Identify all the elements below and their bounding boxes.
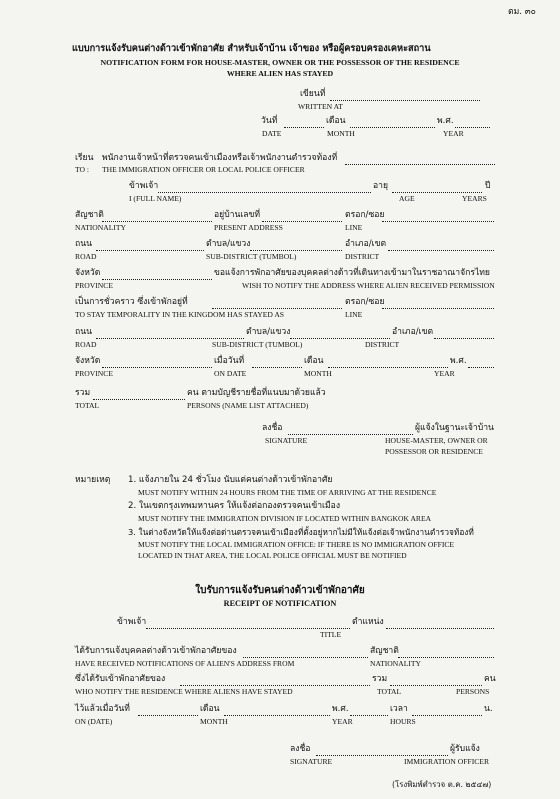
subdistrict-field[interactable] — [250, 250, 342, 251]
subdistrict2-label-th: ตำบล/แขวง — [246, 327, 291, 337]
month2-label-en: MONTH — [304, 369, 332, 378]
years-label-en: YEARS — [462, 194, 487, 203]
receipt-time-label-th: เวลา — [390, 704, 408, 714]
province2-field[interactable] — [102, 367, 212, 368]
to-label-th: เรียน — [75, 153, 94, 163]
date-label-th: วันที่ — [261, 116, 278, 126]
receipt-receiver-label-th: ผู้รับแจ้ง — [450, 744, 480, 754]
receipt-received-label-en: HAVE RECEIVED NOTIFICATIONS OF ALIEN'S ADDRESS FROM — [75, 659, 295, 668]
receipt-position-label-th: ตำแหน่ง — [352, 617, 384, 627]
ondate-label-en: ON DATE — [214, 369, 247, 378]
year2-label-th: พ.ศ. — [450, 356, 467, 366]
nationality-label-th: สัญชาติ — [75, 210, 104, 220]
province2-label-th: จังหวัด — [75, 356, 101, 366]
age-label-en: AGE — [399, 194, 415, 203]
full-name-field[interactable] — [158, 192, 371, 193]
written-at-field[interactable] — [330, 100, 480, 101]
nationality-label-en: NATIONALITY — [75, 223, 127, 232]
note2-en: MUST NOTIFY THE IMMIGRATION DIVISION IF LOCATED WITHIN BANGKOK AREA — [138, 514, 432, 523]
receipt-title-label-en: TITLE — [320, 630, 342, 639]
receipt-name-field[interactable] — [146, 628, 350, 629]
wish-text-th: ขอแจ้งการพักอาศัยของบุคคลต่างด้าวที่เดินทางเข้ามาในราชอาณาจักรไทย — [214, 268, 490, 278]
receipt-name-label-th: ข้าพเจ้า — [117, 617, 147, 627]
district2-field[interactable] — [434, 338, 494, 339]
year2-label-en: YEAR — [434, 369, 455, 378]
stay-place-field[interactable] — [212, 308, 342, 309]
title-english-line1: NOTIFICATION FORM FOR HOUSE-MASTER, OWNER OR THE POSSESSOR OF THE RESIDENCE — [100, 58, 460, 67]
receipt-signature-field[interactable] — [316, 755, 448, 756]
district-field[interactable] — [388, 250, 494, 251]
receipt-officer-label-en: IMMIGRATION OFFICER — [404, 757, 490, 766]
month-field[interactable] — [350, 127, 435, 128]
total-field[interactable] — [93, 399, 185, 400]
month2-label-th: เดือน — [304, 356, 324, 366]
receipt-total-field[interactable] — [390, 685, 482, 686]
persons-text-th: คน ตามบัญชีรายชื่อที่แนบมาด้วยแล้ว — [187, 388, 326, 398]
road-label-th: ถนน — [75, 239, 92, 249]
road-label-en: ROAD — [75, 252, 97, 261]
subdistrict2-field[interactable] — [290, 338, 390, 339]
receipt-date-field[interactable] — [138, 715, 198, 716]
address-field[interactable] — [262, 221, 342, 222]
to-label-en: TO : — [75, 165, 89, 174]
lane-label-th: ตรอก/ซอย — [345, 210, 385, 220]
date-field[interactable] — [284, 127, 324, 128]
stay-label-th: เป็นการชั่วคราว ซึ่งเข้าพักอยู่ที่ — [75, 297, 188, 307]
receipt-signature-label-en: SIGNATURE — [290, 757, 333, 766]
address-label-en: PRESENT ADDRESS — [214, 223, 283, 232]
district-label-th: อำเภอ/เขต — [345, 239, 387, 249]
nationality-field[interactable] — [102, 221, 212, 222]
receipt-signature-label-th: ลงชื่อ — [290, 744, 311, 754]
road2-label-en: ROAD — [75, 340, 97, 349]
stay-lane-field[interactable] — [382, 308, 494, 309]
province2-label-en: PROVINCE — [75, 369, 113, 378]
date-label-en: DATE — [262, 129, 282, 138]
receipt-nationality-label-en: NATIONALITY — [370, 659, 422, 668]
as-house-master-th: ผู้แจ้งในฐานะเจ้าบ้าน — [415, 423, 494, 433]
receipt-nationality-label-th: สัญชาติ — [370, 646, 399, 656]
note3-th: 3. ในต่างจังหวัดให้แจ้งต่อด่านตรวจคนเข้าเมืองที่ตั้งอยู่หากไม่มีให้แจ้งต่อเจ้าพนักงานตำรวจท้องที่ — [128, 527, 474, 537]
receipt-hours-label-th: น. — [484, 704, 493, 714]
ondate-label-th: เมื่อวันที่ — [214, 356, 245, 366]
written-at-label-en: WRITTEN AT — [298, 102, 343, 111]
stay-lane-label-th: ตรอก/ซอย — [345, 297, 385, 307]
note3-en-line2: LOCATED IN THAT AREA, THE LOCAL POLICE OFFICIAL MUST BE NOTIFIED — [138, 551, 407, 560]
subdistrict2-label-en: SUB-DISTRICT (TUMBOL) — [212, 340, 303, 349]
house-master-en-line1: HOUSE-MASTER, OWNER OR — [385, 436, 488, 445]
receipt-received-label-th: ได้รับการแจ้งบุคคลต่างด้าวเข้าพักอาศัยของ — [75, 646, 237, 656]
receipt-title-en: RECEIPT OF NOTIFICATION — [223, 599, 337, 608]
title-thai: แบบการแจ้งรับคนต่างด้าวเข้าพักอาศัย สำหรับเจ้าบ้าน เจ้าของ หรือผู้ครอบครองเคหะสถาน — [72, 43, 431, 54]
year2-field[interactable] — [468, 367, 494, 368]
form-code: ตม. ๓๐ — [508, 7, 536, 17]
note3-en-line1: MUST NOTIFY THE LOCAL IMMIGRATION OFFICE: IF THERE IS NO IMMIGRATION OFFICE — [138, 540, 455, 549]
receipt-who-label-th: ซึ่งได้รับเข้าพักอาศัยของ — [75, 674, 166, 684]
province-label-th: จังหวัด — [75, 268, 101, 278]
officer-field[interactable] — [345, 164, 495, 165]
province-field[interactable] — [102, 279, 212, 280]
receipt-title-th: ใบรับการแจ้งรับคนต่างด้าวเข้าพักอาศัย — [195, 585, 365, 596]
total-label-en: TOTAL — [75, 401, 100, 410]
total-label-th: รวม — [75, 388, 91, 398]
province-label-en: PROVINCE — [75, 281, 113, 290]
receipt-persons-label-th: คน — [484, 674, 496, 684]
persons-text-en: PERSONS (NAME LIST ATTACHED) — [187, 401, 309, 410]
year-label-en: YEAR — [443, 129, 464, 138]
district-label-en: DISTRICT — [345, 252, 380, 261]
officer-en: THE IMMIGRATION OFFICER OR LOCAL POLICE OFFICER — [102, 165, 305, 174]
receipt-position-field[interactable] — [386, 628, 494, 629]
receipt-persons-label-en: PERSONS — [456, 687, 490, 696]
receipt-received-field[interactable] — [243, 657, 368, 658]
lane-field[interactable] — [382, 221, 494, 222]
signature-field[interactable] — [288, 434, 413, 435]
officer-th: พนักงานเจ้าหน้าที่ตรวจคนเข้าเมืองหรือเจ้าพนักงานตำรวจท้องที่ — [102, 153, 338, 163]
years-label-th: ปี — [485, 181, 491, 191]
lane-label-en: LINE — [345, 223, 363, 232]
receipt-year-field[interactable] — [350, 715, 388, 716]
district2-label-en: DISTRICT — [365, 340, 400, 349]
note1-th: 1. แจ้งภายใน 24 ชั่วโมง นับแต่คนต่างด้าวเข้าพักอาศัย — [128, 475, 333, 485]
address-label-th: อยู่บ้านเลขที่ — [214, 210, 261, 220]
road2-field[interactable] — [96, 338, 244, 339]
receipt-date-label-th: ไว้แล้วเมื่อวันที่ — [75, 704, 130, 714]
receipt-year-label-en: YEAR — [332, 717, 353, 726]
receipt-month-label-th: เดือน — [200, 704, 220, 714]
district2-label-th: อำเภอ/เขต — [392, 327, 434, 337]
receipt-date-label-en: ON (DATE) — [75, 717, 113, 726]
month-label-en: MONTH — [327, 129, 355, 138]
stay-lane-label-en: LINE — [345, 310, 363, 319]
signature-label-th: ลงชื่อ — [262, 423, 283, 433]
receipt-month-field[interactable] — [224, 715, 330, 716]
subdistrict-label-th: ตำบล/แขวง — [206, 239, 251, 249]
name-label-th: ข้าพเจ้า — [129, 181, 159, 191]
receipt-nationality-field[interactable] — [398, 657, 494, 658]
printer-note: (โรงพิมพ์ตำรวจ ต.ค. ๒๕๔๗) — [392, 780, 492, 789]
subdistrict-label-en: SUB-DISTRICT (TUMBOL) — [206, 252, 297, 261]
remark-label: หมายเหตุ — [75, 475, 111, 485]
written-at-label-th: เขียนที่ — [300, 89, 326, 99]
signature-label-en: SIGNATURE — [265, 436, 308, 445]
road-field[interactable] — [96, 250, 204, 251]
month2-field[interactable] — [328, 367, 448, 368]
receipt-total-label-th: รวม — [372, 674, 388, 684]
receipt-total-label-en: TOTAL — [377, 687, 402, 696]
month-label-th: เดือน — [326, 116, 346, 126]
age-label-th: อายุ — [373, 181, 389, 191]
receipt-time-field[interactable] — [412, 715, 482, 716]
receipt-who-label-en: WHO NOTIFY THE RESIDENCE WHERE ALIENS HAVE STAYED — [75, 687, 293, 696]
wish-text-en: WISH TO NOTIFY THE ADDRESS WHERE ALIEN RECEIVED PERMISSION — [242, 281, 495, 290]
receipt-hours-label-en: HOURS — [390, 717, 416, 726]
road2-label-th: ถนน — [75, 327, 92, 337]
stay-label-en: TO STAY TEMPORALITY IN THE KINGDOM HAS STAYED AS — [75, 310, 285, 319]
ondate-field[interactable] — [252, 367, 302, 368]
note1-en: MUST NOTIFY WITHIN 24 HOURS FROM THE TIME OF ARRIVING AT THE RESIDENCE — [138, 488, 437, 497]
name-label-en: I (FULL NAME) — [129, 194, 182, 203]
receipt-year-label-th: พ.ศ. — [332, 704, 349, 714]
house-master-en-line2: POSSESSOR OR RESIDENCE — [385, 447, 483, 456]
title-english-line2: WHERE ALIEN HAS STAYED — [226, 69, 334, 78]
receipt-month-label-en: MONTH — [200, 717, 228, 726]
receipt-who-field[interactable] — [180, 685, 370, 686]
year-label-th: พ.ศ. — [437, 116, 454, 126]
year-field[interactable] — [455, 127, 490, 128]
age-field[interactable] — [392, 192, 482, 193]
note2-th: 2. ในเขตกรุงเทพมหานคร ให้แจ้งต่อกองตรวจคนเข้าเมือง — [128, 501, 341, 511]
